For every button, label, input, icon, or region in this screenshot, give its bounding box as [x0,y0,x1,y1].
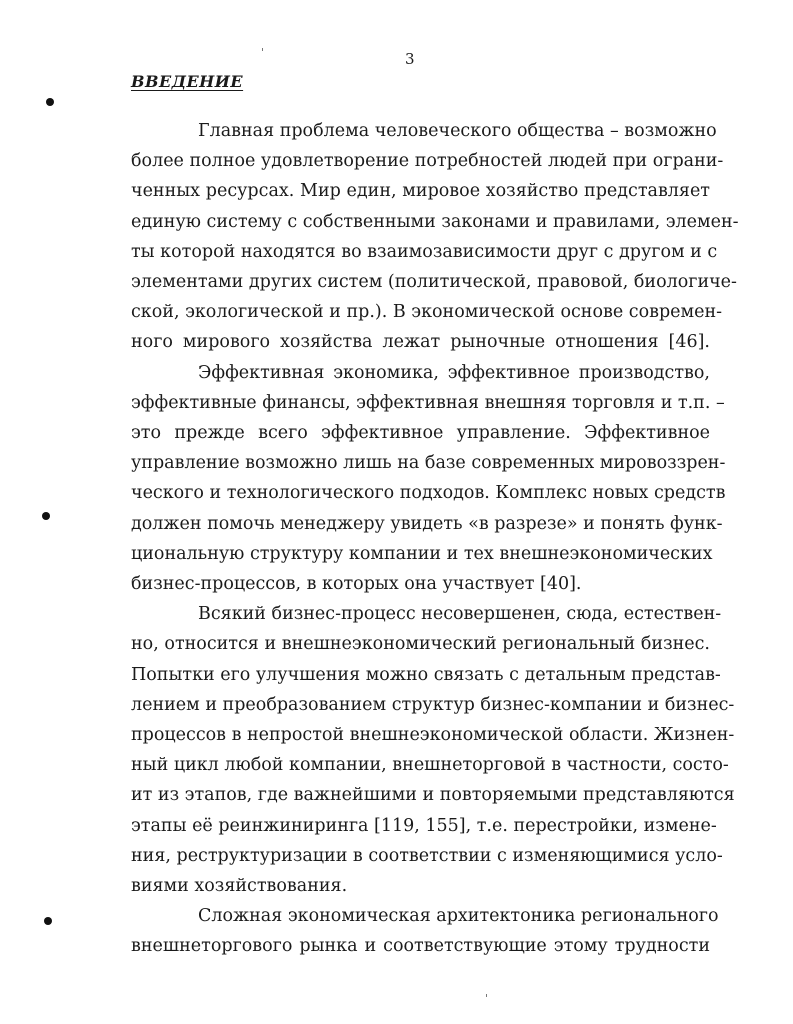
text-line: ного мирового хозяйства лежат рыночные отношения [46]. [131,332,710,353]
text-line: ит из этапов, где важнейшими и повторяемыми представляются [131,785,735,806]
text-line: более полное удовлетворение потребностей людей при ограни- [131,151,724,172]
text-line: лением и преобразованием структур бизнес-компании и бизнес- [131,694,735,715]
paragraph [131,901,719,961]
paragraph [131,358,726,600]
text-line: виями хозяйствования. [131,876,348,897]
punch-hole-bottom [44,917,52,925]
text-line: элементами других систем (политической, правовой, биологиче- [131,272,737,293]
text-line: этапы её реинжиниринга [119, 155], т.е. перестройки, измене- [131,815,717,836]
text-line: ской, экологической и пр.). В экономической основе современ- [131,302,723,323]
paragraph [131,116,739,358]
text-line: Сложная экономическая архитектоника регионального [198,906,719,927]
text-line: Эффективная экономика, эффективное производство, [198,362,710,383]
scan-speck [262,48,263,51]
text-line: ный цикл любой компании, внешнеторговой в частности, состо- [131,755,729,776]
body-text [131,116,739,962]
section-heading: ВВЕДЕНИЕ [131,72,244,91]
text-line: должен помочь менеджеру увидеть «в разрезе» и понять функ- [131,513,723,534]
text-line: управление возможно лишь на базе современных мировоззрен- [131,453,726,474]
text-line: Главная проблема человеческого общества – возможно [198,121,717,141]
text-line: циональную структуру компании и тех внешнеэкономических [131,543,713,564]
text-line: ченных ресурсах. Мир един, мировое хозяйство представляет [131,181,710,202]
text-line: Попытки его улучшения можно связать с детальным представ- [131,664,721,685]
text-line: эффективные финансы, эффективная внешняя торговля и т.п. – [131,392,725,413]
punch-hole-top [46,98,54,106]
text-line: единую систему с собственными законами и правилами, элемен- [131,211,739,232]
text-line: но, относится и внешнеэкономический региональный бизнес. [131,634,710,655]
scan-speck [486,994,487,997]
text-line: ния, реструктуризации в соответствии с изменяющимися усло- [131,845,723,866]
text-line: ты которой находятся во взаимозависимости друг с другом и с [131,241,718,262]
text-line: внешнеторгового рынка и соответствующие этому трудности [131,936,710,957]
paragraph [131,599,735,901]
punch-hole-middle [42,512,50,520]
page-number: 3 [405,50,415,68]
text-line: это прежде всего эффективное управление. Эффективное [131,423,710,444]
text-line: ческого и технологического подходов. Комплекс новых средств [131,483,726,504]
text-line: процессов в непростой внешнеэкономической области. Жизнен- [131,725,735,746]
text-line: Всякий бизнес-процесс несовершенен, сюда, естествен- [198,604,722,625]
text-line: бизнес-процессов, в которых она участвует [40]. [131,574,582,595]
